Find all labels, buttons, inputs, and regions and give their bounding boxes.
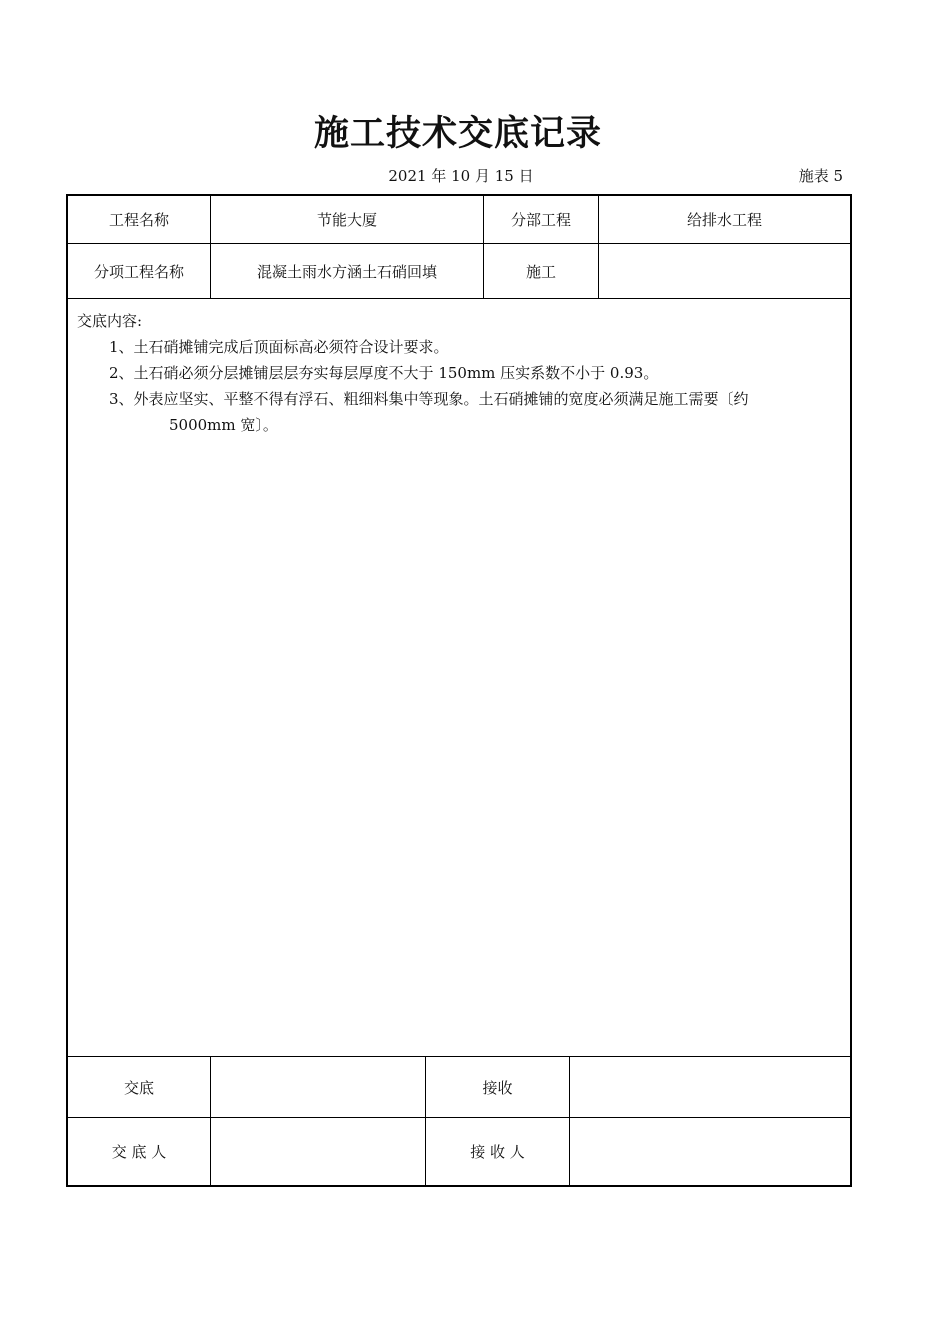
briefer-value bbox=[211, 1118, 425, 1185]
division-label: 分部工程 bbox=[510, 211, 571, 229]
division-value: 给排水工程 bbox=[686, 211, 762, 229]
content-item: 1、土石硝摊铺完成后顶面标高必须符合设计要求。 bbox=[109, 338, 449, 356]
receiver-value bbox=[570, 1118, 850, 1185]
briefing-content bbox=[77, 308, 847, 438]
content-heading: 交底内容: bbox=[77, 312, 143, 330]
briefer-label: 交 底 人 bbox=[111, 1143, 167, 1161]
content-item: 3、外表应坚实、平整不得有浮石、粗细料集中等现象。土石硝摊铺的宽度必须满足施工需要〔约 bbox=[109, 390, 749, 408]
row-divider bbox=[67, 298, 851, 299]
construction-value bbox=[599, 244, 850, 298]
briefing-label: 交底 bbox=[123, 1078, 154, 1097]
content-item-continuation: 5000mm 宽〕。 bbox=[169, 416, 278, 434]
form-number: 施表 5 bbox=[798, 167, 843, 185]
briefing-value bbox=[211, 1057, 425, 1117]
project-name-label: 工程名称 bbox=[108, 211, 169, 229]
receive-value bbox=[570, 1057, 850, 1117]
project-name-value: 节能大厦 bbox=[316, 211, 377, 229]
subitem-name-label: 分项工程名称 bbox=[93, 262, 184, 281]
subitem-name-value: 混凝土雨水方涵土石硝回填 bbox=[256, 262, 437, 281]
content-item: 2、土石硝必须分层摊铺层层夯实每层厚度不大于 150mm 压实系数不小于 0.93。 bbox=[109, 364, 659, 382]
document-title: 施工技术交底记录 bbox=[313, 114, 602, 154]
receiver-label: 接 收 人 bbox=[470, 1143, 525, 1161]
construction-label: 施工 bbox=[525, 262, 556, 281]
document-date: 2021 年 10 月 15 日 bbox=[388, 167, 534, 185]
receive-label: 接收 bbox=[482, 1078, 513, 1097]
